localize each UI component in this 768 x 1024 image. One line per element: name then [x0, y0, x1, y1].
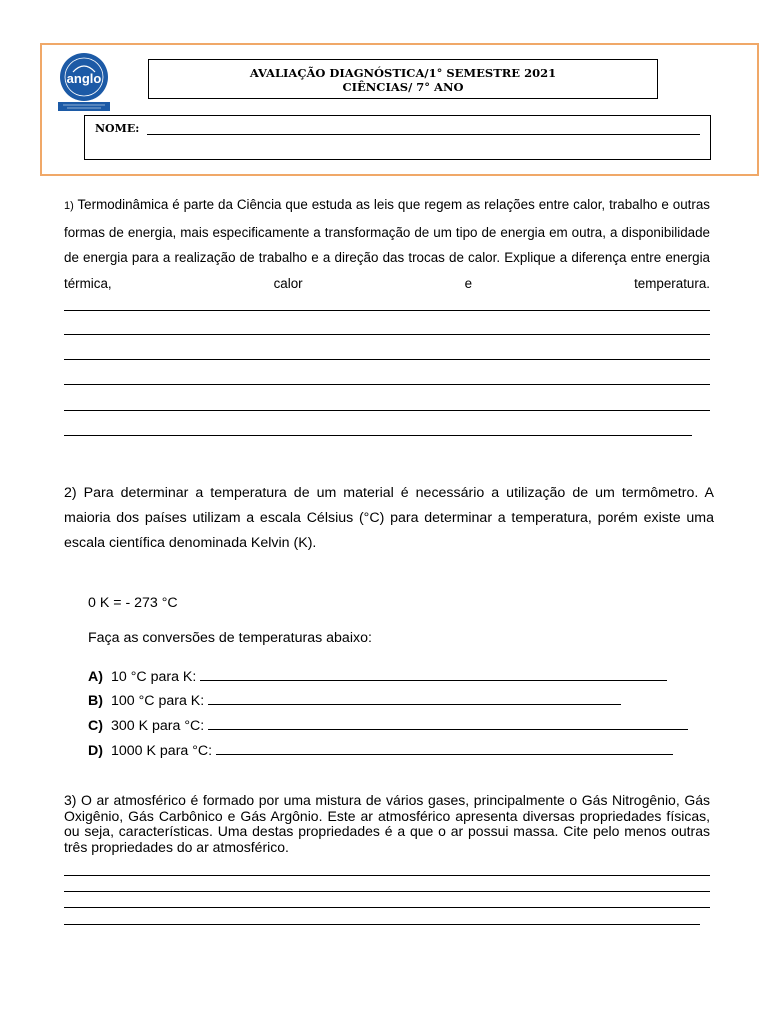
- question-1: [64, 192, 710, 296]
- answer-line[interactable]: [64, 310, 710, 311]
- question-1-text: Termodinâmica é parte da Ciência que estuda as leis que regem as relações entre calor, trabalho e outras formas de energia, mais especificamente a transformação de um tipo de energia em outra, a disponibilidade de energia para a realização de trabalho e a direção das trocas de calor. Explique a diferença entre energia térmica, calor e temperatura.: [64, 197, 710, 291]
- item-letter: B): [88, 693, 103, 709]
- answer-blank[interactable]: [200, 666, 667, 681]
- question-2: 2) Para determinar a temperatura de um material é necessário a utilização de um termômetro. A maioria dos países utilizam a escala Célsius (°C) para determinar a temperatura, porém existe uma escala científica denominada Kelvin (K).: [64, 485, 714, 551]
- exam-title: AVALIAÇÃO DIAGNÓSTICA/1° SEMESTRE 2021: [249, 66, 557, 80]
- question-3: 3) O ar atmosférico é formado por uma mistura de vários gases, principalmente o Gás Nitrogênio, Gás Oxigênio, Gás Carbônico e Gás Argônio. Este ar atmosférico apresenta diversas propriedades físicas, ou seja, características. Uma destas propriedades é a que o ar possui massa. Cite pelo menos outras três propriedades do ar atmosférico.: [64, 792, 710, 855]
- name-label: NOME:: [95, 122, 140, 135]
- anglo-logo: [55, 52, 113, 112]
- conversion-item-b: [88, 690, 621, 709]
- answer-line[interactable]: [64, 875, 710, 876]
- logo-brand: anglo: [66, 71, 102, 86]
- name-box: [84, 115, 711, 160]
- answer-line[interactable]: [64, 359, 710, 360]
- answer-line[interactable]: [64, 435, 692, 436]
- item-text: 100 °C para K:: [111, 693, 205, 709]
- item-text: 1000 K para °C:: [111, 743, 213, 759]
- conversion-item-a: [88, 666, 667, 685]
- conversion-formula: 0 K = - 273 °C: [88, 595, 178, 611]
- exam-subject: CIÊNCIAS/ 7° ANO: [342, 80, 464, 94]
- exam-title-box: [148, 59, 658, 99]
- answer-line[interactable]: [64, 334, 710, 335]
- name-field[interactable]: [147, 134, 700, 135]
- item-text: 300 K para °C:: [111, 718, 205, 734]
- answer-line[interactable]: [64, 891, 710, 892]
- item-letter: C): [88, 718, 103, 734]
- conversion-item-c: [88, 715, 688, 734]
- answer-line[interactable]: [64, 907, 710, 908]
- answer-blank[interactable]: [208, 715, 688, 730]
- answer-line[interactable]: [64, 384, 710, 385]
- conversion-item-d: [88, 740, 673, 759]
- answer-line[interactable]: [64, 924, 700, 925]
- question-1-number: 1): [64, 200, 74, 212]
- item-text: 10 °C para K:: [111, 669, 197, 685]
- item-letter: A): [88, 669, 103, 685]
- answer-line[interactable]: [64, 410, 710, 411]
- answer-blank[interactable]: [208, 690, 621, 705]
- question-2-instruction: Faça as conversões de temperaturas abaixo:: [88, 630, 372, 646]
- item-letter: D): [88, 743, 103, 759]
- answer-blank[interactable]: [216, 740, 673, 755]
